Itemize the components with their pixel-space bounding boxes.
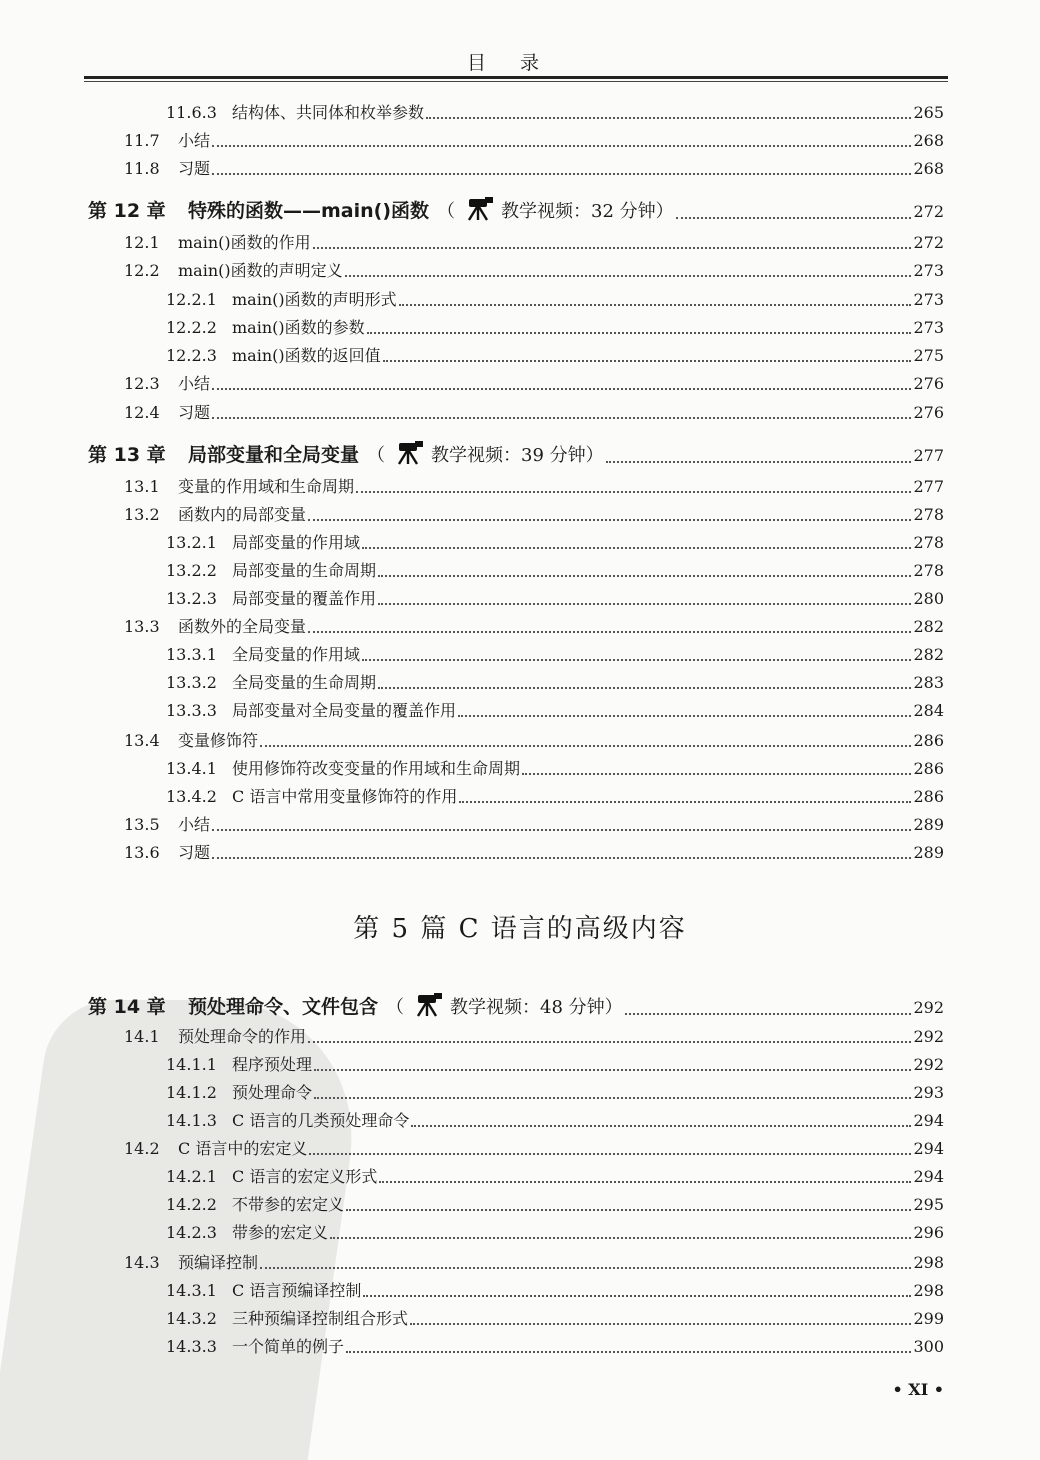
entry-page-number: 273 (913, 290, 944, 309)
entry-title: C 语言的宏定义形式 (232, 1167, 378, 1186)
entry-page-number: 292 (913, 1027, 944, 1046)
entry-number: 12.1 (124, 233, 160, 252)
toc-entry[interactable] (124, 128, 944, 154)
dot-leader (212, 856, 911, 859)
toc-entry[interactable] (166, 287, 944, 313)
dot-leader (212, 387, 911, 390)
entry-number: 14.3.3 (166, 1337, 217, 1356)
entry-number: 13.3 (124, 617, 160, 636)
entry-number: 14.2.1 (166, 1167, 217, 1186)
entry-title: 预编译控制 (178, 1253, 259, 1272)
entry-number: 14.1.1 (166, 1055, 217, 1074)
entry-title: 小结 (178, 374, 211, 393)
entry-number: 第 12 章 (88, 200, 166, 222)
toc-entry[interactable] (166, 1080, 944, 1106)
entry-number: 12.2.1 (166, 290, 217, 309)
entry-page-number: 278 (913, 533, 944, 552)
entry-number: 14.2.3 (166, 1223, 217, 1242)
entry-title: C 语言预编译控制 (232, 1281, 362, 1300)
toc-entry[interactable] (124, 1136, 944, 1162)
toc-entry[interactable] (166, 315, 944, 341)
entry-number: 13.1 (124, 477, 160, 496)
toc-entry[interactable] (166, 586, 944, 612)
dot-leader (625, 1012, 912, 1015)
entry-number: 12.2.3 (166, 346, 217, 365)
entry-number: 14.2.2 (166, 1195, 217, 1214)
toc-entry[interactable] (166, 1108, 944, 1134)
dot-leader (212, 144, 911, 147)
toc-chapter-entry[interactable] (88, 196, 944, 226)
entry-page-number: 284 (913, 701, 944, 720)
entry-page-number: 286 (913, 731, 944, 750)
entry-page-number: 276 (913, 403, 944, 422)
entry-page-number: 294 (913, 1111, 944, 1130)
entry-page-number: 299 (913, 1309, 944, 1328)
entry-number: 11.7 (124, 131, 160, 150)
entry-page-number: 294 (913, 1139, 944, 1158)
toc-entry[interactable] (124, 502, 944, 528)
entry-number: 13.3.2 (166, 673, 217, 692)
entry-page-number: 289 (913, 843, 944, 862)
entry-title: 局部变量的生命周期 (232, 561, 377, 580)
dot-leader (260, 744, 911, 747)
entry-number: 13.5 (124, 815, 160, 834)
toc-entry[interactable] (166, 530, 944, 556)
dot-leader (308, 1040, 911, 1043)
toc-entry[interactable] (166, 558, 944, 584)
dot-leader (313, 246, 912, 249)
entry-title: 特殊的函数——main()函数 (188, 200, 430, 222)
entry-title: C 语言中的宏定义 (178, 1139, 308, 1158)
entry-number: 14.3 (124, 1253, 160, 1272)
dot-leader (345, 274, 912, 277)
dot-leader (522, 772, 911, 775)
entry-title: 不带参的宏定义 (232, 1195, 345, 1214)
entry-number: 11.8 (124, 159, 160, 178)
toc-entry[interactable] (166, 100, 944, 126)
entry-number: 13.4.1 (166, 759, 217, 778)
toc-entry[interactable] (166, 1164, 944, 1190)
dot-leader (309, 1152, 911, 1155)
toc-entry[interactable] (124, 614, 944, 640)
entry-page-number: 275 (913, 346, 944, 365)
entry-page-number: 286 (913, 787, 944, 806)
toc-entry[interactable] (166, 1334, 944, 1360)
entry-page-number: 289 (913, 815, 944, 834)
entry-number: 11.6.3 (166, 103, 217, 122)
entry-title: main()函数的作用 (178, 233, 311, 252)
camera-icon (391, 441, 425, 475)
entry-title: 使用修饰符改变变量的作用域和生命周期 (232, 759, 521, 778)
entry-title: main()函数的返回值 (232, 346, 381, 365)
entry-number: 12.2 (124, 261, 160, 280)
entry-page-number: 272 (913, 233, 944, 252)
entry-title: 函数内的局部变量 (178, 505, 307, 524)
entry-number: 12.3 (124, 374, 160, 393)
entry-title: main()函数的参数 (232, 318, 365, 337)
entry-number: 13.4.2 (166, 787, 217, 806)
toc-entry[interactable] (166, 1192, 944, 1218)
dot-leader (459, 800, 911, 803)
entry-title: 局部变量的作用域 (232, 533, 361, 552)
toc-entry[interactable] (166, 1306, 944, 1332)
entry-number: 14.1.3 (166, 1111, 217, 1130)
entry-title: 预处理命令的作用 (178, 1027, 307, 1046)
dot-leader (212, 828, 911, 831)
toc-entry[interactable] (166, 642, 944, 668)
toc-entry[interactable] (124, 1250, 944, 1276)
entry-number: 13.6 (124, 843, 160, 862)
entry-page-number: 278 (913, 505, 944, 524)
toc-entry[interactable] (166, 756, 944, 782)
camera-icon (461, 197, 495, 231)
video-duration: （ 教学视频：48 分钟） (386, 993, 623, 1027)
entry-number: 12.4 (124, 403, 160, 422)
dot-leader (378, 602, 911, 605)
page-number: • XI • (892, 1380, 944, 1399)
entry-number: 14.2 (124, 1139, 160, 1158)
dot-leader (346, 1350, 911, 1353)
dot-leader (383, 359, 912, 362)
entry-title: 变量修饰符 (178, 731, 259, 750)
entry-page-number: 272 (913, 202, 944, 221)
entry-number: 14.1.2 (166, 1083, 217, 1102)
toc-entry[interactable] (166, 343, 944, 369)
entry-title: 局部变量和全局变量 (188, 444, 360, 466)
entry-number: 第 13 章 (88, 444, 166, 466)
entry-title: 变量的作用域和生命周期 (178, 477, 355, 496)
entry-title: 预处理命令、文件包含 (188, 996, 379, 1018)
dot-leader (399, 303, 912, 306)
toc-chapter-entry[interactable] (88, 992, 944, 1022)
dot-leader (379, 1180, 911, 1183)
entry-title: 小结 (178, 131, 211, 150)
entry-title: 程序预处理 (232, 1055, 313, 1074)
toc-entry[interactable] (124, 400, 944, 426)
camera-icon (410, 993, 444, 1027)
entry-number: 13.2.1 (166, 533, 217, 552)
video-duration: （ 教学视频：32 分钟） (437, 197, 674, 231)
toc-entry[interactable] (166, 1220, 944, 1246)
entry-page-number: 292 (913, 1055, 944, 1074)
entry-page-number: 282 (913, 645, 944, 664)
entry-title: 全局变量的生命周期 (232, 673, 377, 692)
toc-entry[interactable] (166, 784, 944, 810)
entry-page-number: 294 (913, 1167, 944, 1186)
entry-page-number: 296 (913, 1223, 944, 1242)
entry-number: 14.1 (124, 1027, 160, 1046)
dot-leader (410, 1322, 911, 1325)
dot-leader (676, 216, 912, 219)
entry-title: main()函数的声明形式 (232, 290, 397, 309)
toc-entry[interactable] (124, 474, 944, 500)
toc-chapter-entry[interactable] (88, 440, 944, 470)
entry-title: 结构体、共同体和枚举参数 (232, 103, 425, 122)
entry-title: 一个简单的例子 (232, 1337, 345, 1356)
entry-title: 小结 (178, 815, 211, 834)
entry-page-number: 298 (913, 1253, 944, 1272)
entry-page-number: 278 (913, 561, 944, 580)
entry-title: main()函数的声明定义 (178, 261, 343, 280)
dot-leader (346, 1208, 911, 1211)
entry-title: 三种预编译控制组合形式 (232, 1309, 409, 1328)
entry-number: 13.4 (124, 731, 160, 750)
running-header: 目录 (466, 52, 573, 74)
part-title: 第 5 篇 C 语言的高级内容 (353, 914, 687, 944)
dot-leader (362, 658, 911, 661)
toc-entry[interactable] (166, 698, 944, 724)
video-duration-text: 教学视频：48 分钟 (450, 997, 605, 1018)
entry-page-number: 277 (913, 477, 944, 496)
entry-title: 习题 (178, 843, 211, 862)
dot-leader (411, 1124, 911, 1127)
video-duration-text: 教学视频：32 分钟 (501, 201, 656, 222)
entry-page-number: 277 (913, 446, 944, 465)
dot-leader (330, 1236, 911, 1239)
entry-number: 12.2.2 (166, 318, 217, 337)
entry-page-number: 283 (913, 673, 944, 692)
toc-entry[interactable] (124, 371, 944, 397)
entry-page-number: 298 (913, 1281, 944, 1300)
entry-title: 预处理命令 (232, 1083, 313, 1102)
dot-leader (314, 1096, 911, 1099)
dot-leader (212, 172, 911, 175)
dot-leader (363, 1294, 911, 1297)
toc-entry[interactable] (124, 812, 944, 838)
dot-leader (458, 714, 911, 717)
video-duration: （ 教学视频：39 分钟） (367, 441, 604, 475)
toc-entry[interactable] (166, 670, 944, 696)
entry-title: 局部变量对全局变量的覆盖作用 (232, 701, 457, 720)
dot-leader (308, 630, 911, 633)
entry-number: 13.3.3 (166, 701, 217, 720)
dot-leader (378, 686, 911, 689)
entry-page-number: 286 (913, 759, 944, 778)
dot-leader (212, 416, 911, 419)
video-duration-text: 教学视频：39 分钟 (431, 445, 586, 466)
toc-entry[interactable] (124, 230, 944, 256)
dot-leader (308, 518, 911, 521)
toc-entry[interactable] (124, 258, 944, 284)
entry-title: 习题 (178, 403, 211, 422)
entry-title: C 语言的几类预处理命令 (232, 1111, 410, 1130)
toc-entry[interactable] (124, 840, 944, 866)
toc-entry[interactable] (124, 728, 944, 754)
toc-entry[interactable] (124, 1024, 944, 1050)
toc-entry[interactable] (166, 1278, 944, 1304)
entry-page-number: 282 (913, 617, 944, 636)
dot-leader (362, 546, 911, 549)
entry-number: 13.2 (124, 505, 160, 524)
entry-number: 14.3.2 (166, 1309, 217, 1328)
entry-page-number: 273 (913, 318, 944, 337)
entry-number: 13.3.1 (166, 645, 217, 664)
entry-page-number: 300 (913, 1337, 944, 1356)
entry-number: 第 14 章 (88, 996, 166, 1018)
entry-page-number: 295 (913, 1195, 944, 1214)
entry-title: C 语言中常用变量修饰符的作用 (232, 787, 458, 806)
dot-leader (260, 1266, 911, 1269)
toc-entry[interactable] (166, 1052, 944, 1078)
entry-title: 全局变量的作用域 (232, 645, 361, 664)
entry-page-number: 268 (913, 159, 944, 178)
dot-leader (367, 331, 912, 334)
toc-entry[interactable] (124, 156, 944, 182)
entry-title: 局部变量的覆盖作用 (232, 589, 377, 608)
entry-page-number: 280 (913, 589, 944, 608)
entry-title: 习题 (178, 159, 211, 178)
dot-leader (606, 460, 912, 463)
dot-leader (314, 1068, 911, 1071)
entry-page-number: 292 (913, 998, 944, 1017)
dot-leader (426, 116, 911, 119)
entry-title: 带参的宏定义 (232, 1223, 329, 1242)
entry-number: 13.2.3 (166, 589, 217, 608)
entry-number: 14.3.1 (166, 1281, 217, 1300)
dot-leader (356, 490, 911, 493)
entry-page-number: 268 (913, 131, 944, 150)
entry-number: 13.2.2 (166, 561, 217, 580)
entry-title: 函数外的全局变量 (178, 617, 307, 636)
entry-page-number: 265 (913, 103, 944, 122)
entry-page-number: 276 (913, 374, 944, 393)
entry-page-number: 293 (913, 1083, 944, 1102)
dot-leader (378, 574, 911, 577)
entry-page-number: 273 (913, 261, 944, 280)
